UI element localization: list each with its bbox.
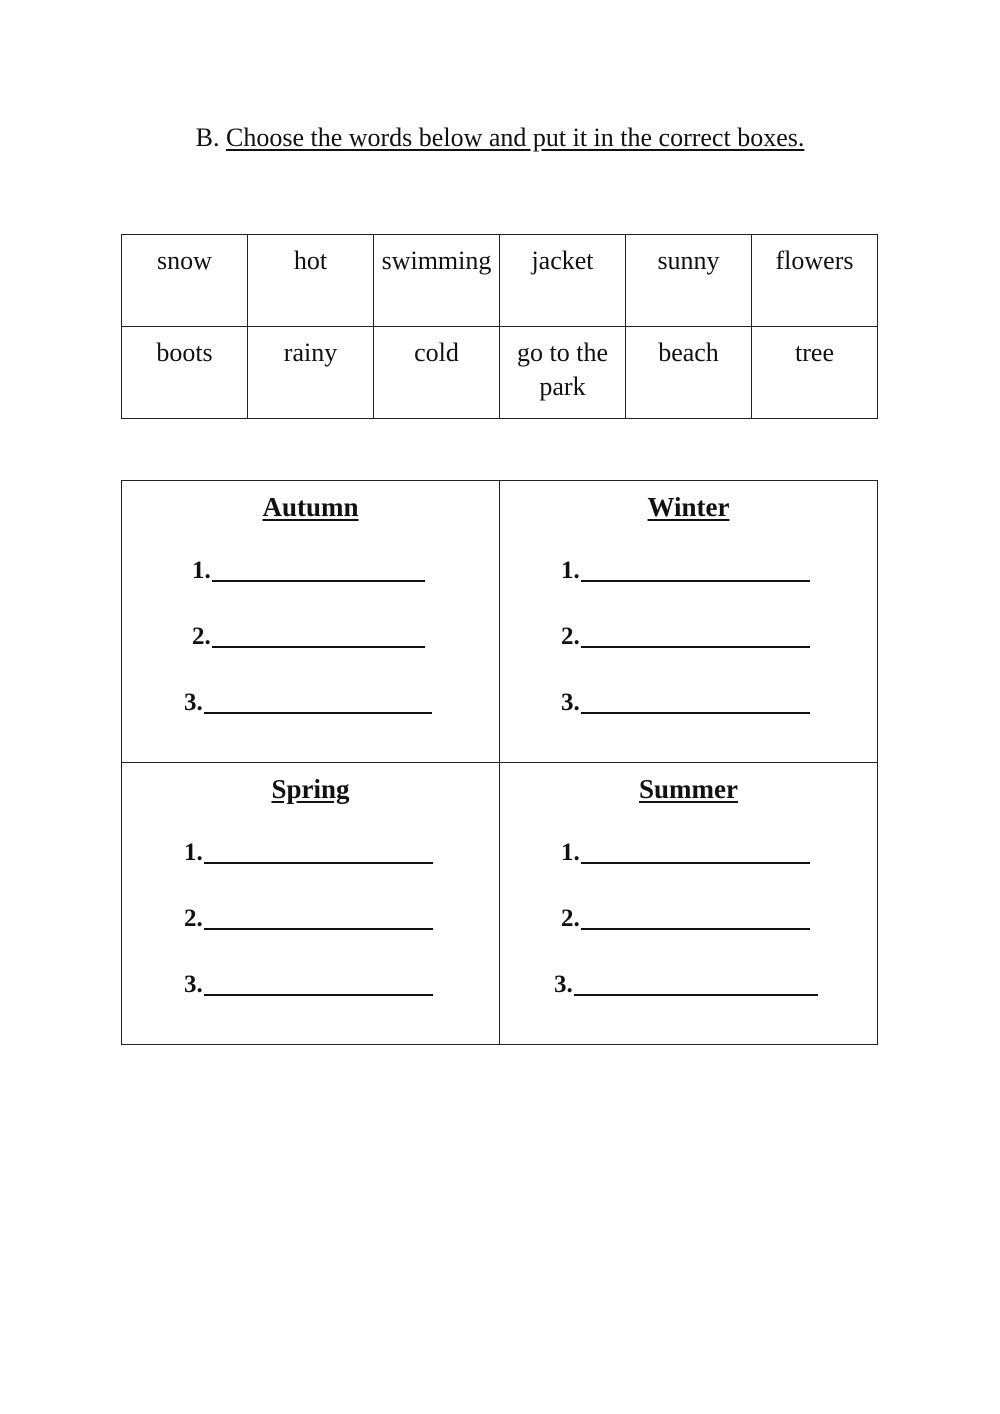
- answer-blank[interactable]: [581, 904, 810, 930]
- word-bank-cell: swimming: [374, 235, 500, 327]
- season-box-autumn: [122, 481, 500, 763]
- answer-blank[interactable]: [581, 556, 810, 582]
- season-title-winter: Winter: [647, 492, 730, 522]
- word-bank-cell: beach: [626, 327, 752, 419]
- answer-line[interactable]: [192, 622, 499, 688]
- answer-blank[interactable]: [204, 838, 433, 864]
- answer-line[interactable]: [192, 556, 499, 622]
- answer-line[interactable]: [561, 622, 877, 688]
- answer-list-spring: [122, 838, 499, 1036]
- answer-line[interactable]: [554, 970, 877, 1036]
- answer-line[interactable]: [561, 556, 877, 622]
- answer-blank[interactable]: [204, 970, 433, 996]
- answer-number: 3.: [561, 689, 580, 716]
- word-bank-cell: go to the park: [500, 327, 626, 419]
- word-bank-row: [122, 327, 878, 419]
- answer-line[interactable]: [561, 688, 877, 754]
- answer-number: 2.: [192, 623, 211, 650]
- answer-number: 1.: [561, 839, 580, 866]
- answer-number: 1.: [561, 557, 580, 584]
- answer-line[interactable]: [184, 970, 499, 1036]
- answer-line[interactable]: [561, 838, 877, 904]
- answer-line[interactable]: [184, 838, 499, 904]
- answer-number: 3.: [184, 689, 203, 716]
- word-bank-table: [121, 234, 878, 419]
- seasons-row: [122, 763, 878, 1045]
- word-bank-cell: snow: [122, 235, 248, 327]
- answer-line[interactable]: [561, 904, 877, 970]
- answer-number: 1.: [192, 557, 211, 584]
- answer-list-summer: [500, 838, 877, 1036]
- answer-blank[interactable]: [212, 622, 425, 648]
- answer-list-autumn: [122, 556, 499, 754]
- word-bank-cell: flowers: [752, 235, 878, 327]
- answer-blank[interactable]: [574, 970, 818, 996]
- answer-number: 2.: [561, 905, 580, 932]
- instruction-prefix: B.: [195, 123, 226, 152]
- word-bank-cell: cold: [374, 327, 500, 419]
- instruction-text: Choose the words below and put it in the correct boxes.: [225, 123, 805, 152]
- answer-blank[interactable]: [581, 688, 810, 714]
- season-box-winter: [500, 481, 878, 763]
- season-title-autumn: Autumn: [262, 492, 359, 522]
- word-bank-cell: tree: [752, 327, 878, 419]
- answer-blank[interactable]: [581, 622, 810, 648]
- answer-number: 2.: [184, 905, 203, 932]
- season-box-summer: [500, 763, 878, 1045]
- word-bank-row: [122, 235, 878, 327]
- answer-number: 3.: [184, 971, 203, 998]
- season-title-summer: Summer: [639, 774, 738, 804]
- answer-blank[interactable]: [212, 556, 425, 582]
- season-title-spring: Spring: [271, 774, 350, 804]
- word-bank-cell: rainy: [248, 327, 374, 419]
- answer-blank[interactable]: [204, 904, 433, 930]
- answer-line[interactable]: [184, 688, 499, 754]
- answer-blank[interactable]: [581, 838, 810, 864]
- seasons-grid: [121, 480, 878, 1045]
- answer-blank[interactable]: [204, 688, 432, 714]
- word-bank-cell: boots: [122, 327, 248, 419]
- answer-line[interactable]: [184, 904, 499, 970]
- answer-number: 1.: [184, 839, 203, 866]
- answer-list-winter: [500, 556, 877, 754]
- word-bank-cell: hot: [248, 235, 374, 327]
- instruction-heading: [0, 120, 1000, 156]
- season-box-spring: [122, 763, 500, 1045]
- word-bank-cell: sunny: [626, 235, 752, 327]
- word-bank-cell: jacket: [500, 235, 626, 327]
- seasons-row: [122, 481, 878, 763]
- answer-number: 3.: [554, 971, 573, 998]
- answer-number: 2.: [561, 623, 580, 650]
